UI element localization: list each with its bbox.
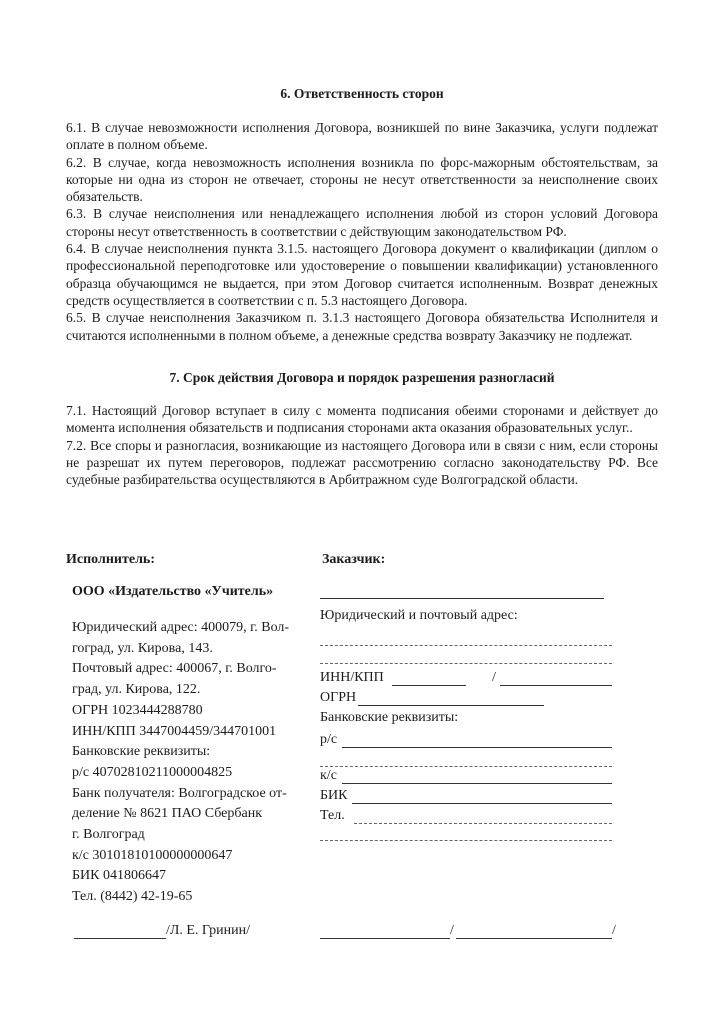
executor-line: Почтовый адрес: 400067, г. Волго- (72, 661, 277, 677)
executor-line: Тел. (8442) 42-19-65 (72, 889, 193, 905)
section-6-body (66, 119, 658, 344)
inn-line (392, 685, 466, 686)
customer-signature-end: / (612, 923, 616, 938)
extra-line (320, 840, 612, 841)
executor-line: ИНН/КПП 3447004459/344701001 (72, 723, 277, 739)
executor-line: Банк получателя: Волгоградское от- (72, 785, 287, 801)
executor-line: р/с 40702810211000004825 (72, 764, 233, 780)
executor-signature-line (74, 938, 166, 939)
customer-bank-label: Банковские реквизиты: (320, 710, 459, 725)
executor-line: Банковские реквизиты: (72, 744, 211, 760)
clause-6-5: 6.5. В случае неисполнения Заказчиком п. 3.1.3 настоящего Договора обязательства Исполнителя и считаются исполненными в полном объеме, а денежные средства возврату Заказчику не подлежат. (66, 310, 658, 343)
executor-line: Юридический адрес: 400079, г. Вол- (72, 620, 290, 635)
rs-line (342, 747, 612, 748)
clause-6-2: 6.2. В случае, когда невозможность исполнения возникла по форс-мажорным обстоятельствам, за которые ни одна из сторон не отвечает, стороны не несут ответственности за неисполнение своих обязательств. (66, 154, 658, 205)
address-line-2 (320, 663, 612, 664)
customer-name-sign-line (456, 938, 612, 939)
clause-6-3: 6.3. В случае неисполнения или ненадлежащего исполнения любой из сторон условий Договора стороны несут ответственность в соответствии с действующим законодательством РФ. (66, 206, 658, 239)
customer-inn-label: ИНН/КПП (320, 670, 384, 685)
section-7-title: 7. Срок действия Договора и порядок разрешения разногласий (169, 370, 555, 385)
customer-address-label: Юридический и почтовый адрес: (320, 608, 518, 623)
clause-7-1: 7.1. Настоящий Договор вступает в силу с момента подписания обеими сторонами и действует до момента исполнения обязательств и подписания сторонами акта оказания образовательных услуг.. (66, 403, 658, 436)
executor-line: к/с 30101810100000000647 (72, 847, 233, 863)
executor-line: град, ул. Кирова, 122. (72, 682, 201, 698)
executor-signature-name: /Л. Е. Гринин/ (166, 923, 251, 938)
executor-name: ООО «Издательство «Учитель» (72, 584, 274, 599)
bik-line (352, 803, 612, 804)
clause-6-4: 6.4. В случае неисполнения пункта 3.1.5. настоящего Договора документ о квалификации (диплом о профессиональной переподготовке или удостоверение о повышении квалификации) установленного образца обучающимся не выдается, при этом Договор считается исполненным. Возврат денежных средств осуществляется в соответствии с п. 5.3 настоящего Договора. (66, 241, 658, 308)
customer-signature-line (320, 938, 450, 939)
executor-heading: Исполнитель: (66, 552, 155, 567)
tel-line (354, 823, 612, 824)
customer-heading: Заказчик: (322, 552, 386, 567)
bank-name-line (320, 766, 612, 767)
address-line-1 (320, 645, 612, 646)
executor-line: БИК 041806647 (72, 868, 166, 884)
executor-line: ОГРН 1023444288780 (72, 702, 203, 718)
ks-line (342, 783, 612, 784)
section-7-body (66, 402, 658, 488)
customer-signature-separator: / (450, 923, 454, 938)
executor-line: г. Волгоград (72, 827, 145, 843)
customer-ogrn-label: ОГРН (320, 690, 357, 705)
customer-rs-label: р/с (320, 732, 338, 747)
inn-separator: / (492, 670, 496, 685)
executor-details (72, 618, 308, 908)
ogrn-line (358, 705, 544, 706)
customer-ks-label: к/с (320, 768, 337, 783)
kpp-line (500, 685, 612, 686)
customer-tel-label: Тел. (320, 808, 345, 823)
executor-line: деление № 8621 ПАО Сбербанк (72, 806, 263, 822)
clause-7-2: 7.2. Все споры и разногласия, возникающие из настоящего Договора или в связи с ним, если стороны не разрешат их путем переговоров, подлежат рассмотрению согласно законодательству РФ. Все судебные разбирательства осуществляются в Арбитражном суде Волгоградской области. (66, 437, 658, 488)
customer-bik-label: БИК (320, 788, 348, 803)
section-6-title: 6. Ответственность сторон (280, 86, 444, 101)
clause-6-1: 6.1. В случае невозможности исполнения Договора, возникшей по вине Заказчика, услуги подлежат оплате в полном объеме. (66, 120, 658, 153)
executor-line: гоград, ул. Кирова, 143. (72, 640, 213, 656)
customer-name-line (320, 598, 604, 599)
